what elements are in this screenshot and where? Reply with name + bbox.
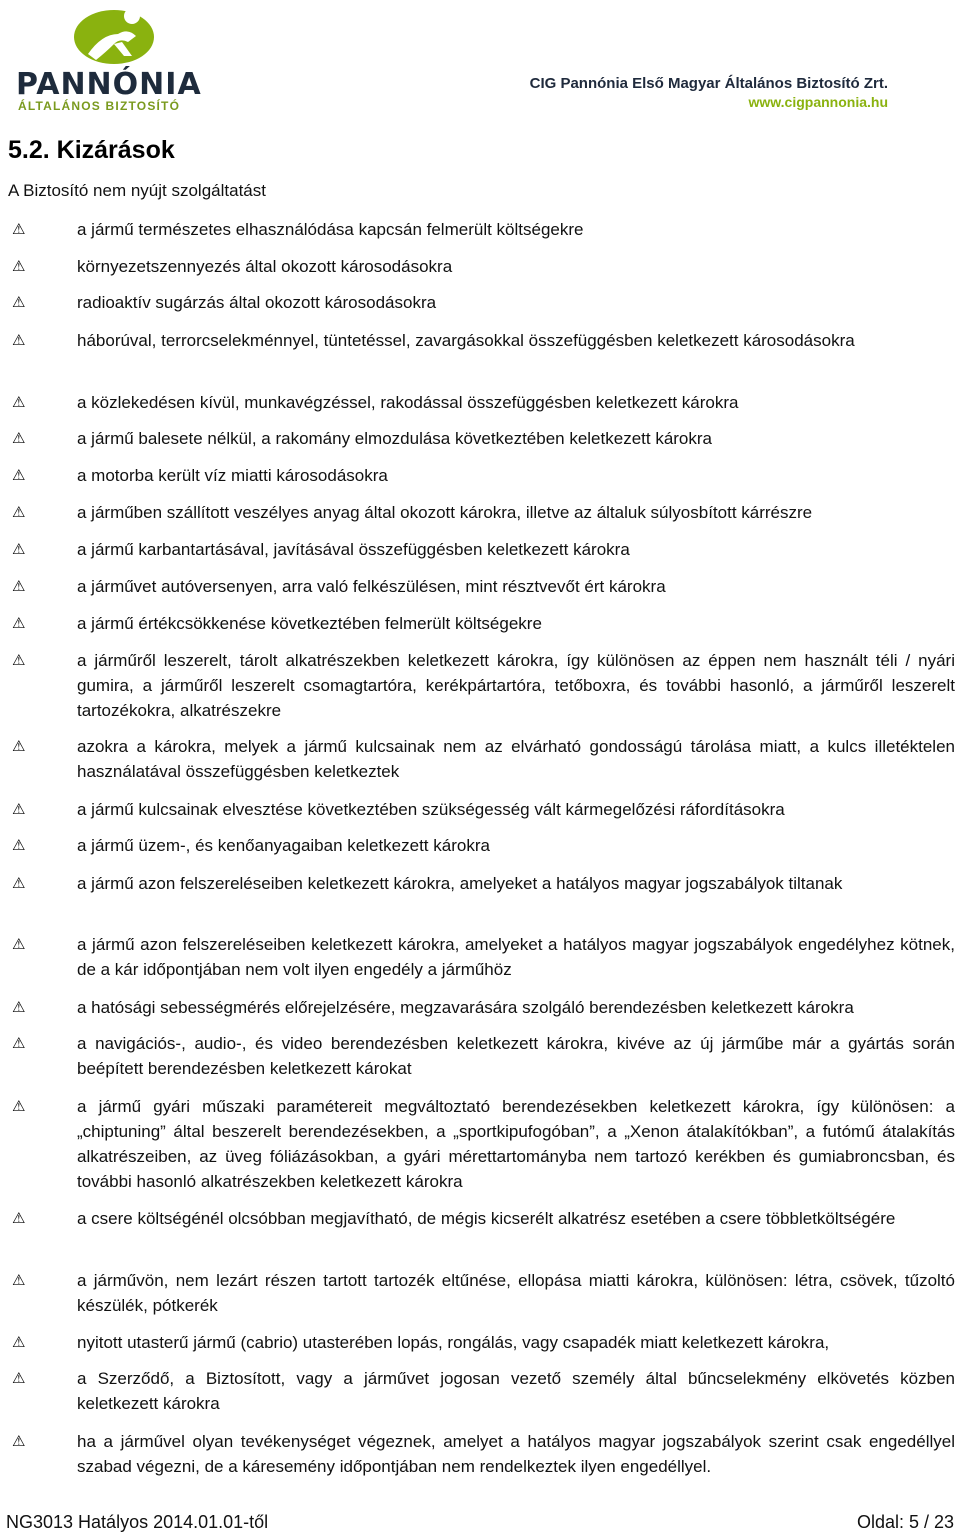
runner-figure-icon	[66, 4, 166, 66]
triangle-bullet-icon: ⚠	[12, 1209, 26, 1227]
page-number: Oldal: 5 / 23	[856, 1512, 954, 1532]
triangle-bullet-icon: ⚠	[12, 257, 26, 275]
list-item-text: a navigációs-, audio-, és video berendezésben keletkezett károkra, kivéve az új járműbe már a gyártás során beépített berendezésben keletkezett károkat	[77, 1034, 955, 1078]
triangle-bullet-icon: ⚠	[12, 577, 26, 595]
triangle-bullet-icon: ⚠	[12, 1432, 26, 1450]
triangle-bullet-icon: ⚠	[12, 466, 26, 484]
triangle-bullet-icon: ⚠	[12, 503, 26, 521]
triangle-bullet-icon: ⚠	[12, 800, 26, 818]
list-item-text: háborúval, terrorcselekménnyel, tüntetéssel, zavargásokkal összefüggésben keletkezett károsodásokra	[77, 331, 855, 350]
list-item-text: a jármű azon felszereléseiben keletkezett károkra, amelyeket a hatályos magyar jogszabályok tiltanak	[77, 874, 843, 893]
list-item-text: környezetszennyezés által okozott károsodásokra	[77, 257, 453, 276]
website-link[interactable]: www.cigpannonia.hu	[748, 94, 888, 110]
triangle-bullet-icon: ⚠	[12, 220, 26, 238]
list-item-text: radioaktív sugárzás által okozott károsodásokra	[77, 293, 437, 312]
logo-subtitle: ÁLTALÁNOS BIZTOSÍTÓ	[18, 99, 181, 113]
triangle-bullet-icon: ⚠	[12, 429, 26, 447]
list-item-text: a járművet autóversenyen, arra való felkészülésen, mint résztvevőt ért károkra	[77, 577, 666, 596]
triangle-bullet-icon: ⚠	[12, 540, 26, 558]
list-item-text: a járművön, nem lezárt részen tartott tartozék eltűnése, ellopása miatti károkra, különösen: létra, csövek, tűzoltó készülék, pótkerék	[77, 1271, 955, 1315]
triangle-bullet-icon: ⚠	[12, 331, 26, 349]
list-item-text: a Szerződő, a Biztosított, vagy a járművet jogosan vezető személy által bűncselekmény elkövetés közben keletkezett károkra	[77, 1369, 955, 1413]
list-item-text: a motorba került víz miatti károsodásokra	[77, 466, 388, 485]
triangle-bullet-icon: ⚠	[12, 293, 26, 311]
list-item-text: a csere költségénél olcsóbban megjavítható, de mégis kicserélt alkatrész esetében a csere többletköltségére	[77, 1209, 896, 1228]
triangle-bullet-icon: ⚠	[12, 1097, 26, 1115]
list-item-text: a járműben szállított veszélyes anyag által okozott károkra, illetve az általuk súlyosbított kárrészre	[77, 503, 813, 522]
triangle-bullet-icon: ⚠	[12, 614, 26, 632]
section-intro: A Biztosító nem nyújt szolgáltatást	[8, 181, 266, 200]
list-item-text: ha a járművel olyan tevékenységet végeznek, amelyet a hatályos magyar jogszabályok szerint csak engedéllyel szabad végezni, de a káresemény időpontjában nem rendelkeztek ilyen engedéllyel.	[77, 1432, 955, 1476]
list-item-text: a jármű karbantartásával, javításával összefüggésben keletkezett károkra	[77, 540, 630, 559]
list-item-text: a jármű balesete nélkül, a rakomány elmozdulása következtében keletkezett károkra	[77, 429, 713, 448]
triangle-bullet-icon: ⚠	[12, 737, 26, 755]
list-item-text: a jármű gyári műszaki paramétereit megváltoztató berendezésekben keletkezett károkra, így különösen: a „chiptuning” által beszerelt berendezésekben, a „sportkipufogóban”, a „Xenon átalakítókban”, a futómű átalakítás alkatrészeiben, az üveg fóliázásokban, a gyári mérettartományba nem tartozó kerékben és gumiabroncsban, és további hasonló alkatrészekben keletkezett károkra	[77, 1097, 955, 1191]
company-name: CIG Pannónia Első Magyar Általános Biztosító Zrt.	[529, 75, 888, 92]
list-item-text: a jármű üzem-, és kenőanyagaiban keletkezett károkra	[77, 836, 490, 855]
list-item-text: a járműről leszerelt, tárolt alkatrészekben keletkezett károkra, így különösen az éppen nem használt téli / nyári gumira, a járműről leszerelt csomagtartóra, kerékpártartóra, tetőboxra, és további hasonló, a járműről leszerelt tartozékokra, alkatrészekre	[77, 651, 955, 720]
triangle-bullet-icon: ⚠	[12, 1034, 26, 1052]
triangle-bullet-icon: ⚠	[12, 1271, 26, 1289]
triangle-bullet-icon: ⚠	[12, 393, 26, 411]
list-item-text: nyitott utasterű jármű (cabrio) utasterében lopás, rongálás, vagy csapadék miatt keletkezett károkra,	[77, 1333, 830, 1352]
triangle-bullet-icon: ⚠	[12, 651, 26, 669]
triangle-bullet-icon: ⚠	[12, 874, 26, 892]
list-item-text: a jármű értékcsökkenése következtében felmerült költségekre	[77, 614, 542, 633]
triangle-bullet-icon: ⚠	[12, 1333, 26, 1351]
list-item-text: azokra a károkra, melyek a jármű kulcsainak nem az elvárható gondosságú tárolása miatt, a kulcs illetéktelen használatával összefüggésben keletkeztek	[77, 737, 955, 781]
section-title: 5.2. Kizárások	[8, 136, 175, 164]
logo-wordmark: PANNÓNIA	[16, 67, 202, 102]
list-item-text: a hatósági sebességmérés előrejelzésére, megzavarására szolgáló berendezésben keletkezett károkra	[77, 998, 854, 1017]
document-code: NG3013 Hatályos 2014.01.01-től	[6, 1512, 269, 1532]
list-item-text: a jármű kulcsainak elvesztése következtében szükségesség vált kármegelőzési ráfordításokra	[77, 800, 785, 819]
triangle-bullet-icon: ⚠	[12, 1369, 26, 1387]
triangle-bullet-icon: ⚠	[12, 836, 26, 854]
triangle-bullet-icon: ⚠	[12, 935, 26, 953]
list-item-text: a jármű azon felszereléseiben keletkezett károkra, amelyeket a hatályos magyar jogszabályok engedélyhez kötnek, de a kár időpontjában nem volt ilyen engedély a járműhöz	[77, 935, 955, 979]
list-item-text: a jármű természetes elhasználódása kapcsán felmerült költségekre	[77, 220, 584, 239]
list-item-text: a közlekedésen kívül, munkavégzéssel, rakodással összefüggésben keletkezett károkra	[77, 393, 739, 412]
company-logo	[16, 4, 202, 113]
triangle-bullet-icon: ⚠	[12, 998, 26, 1016]
